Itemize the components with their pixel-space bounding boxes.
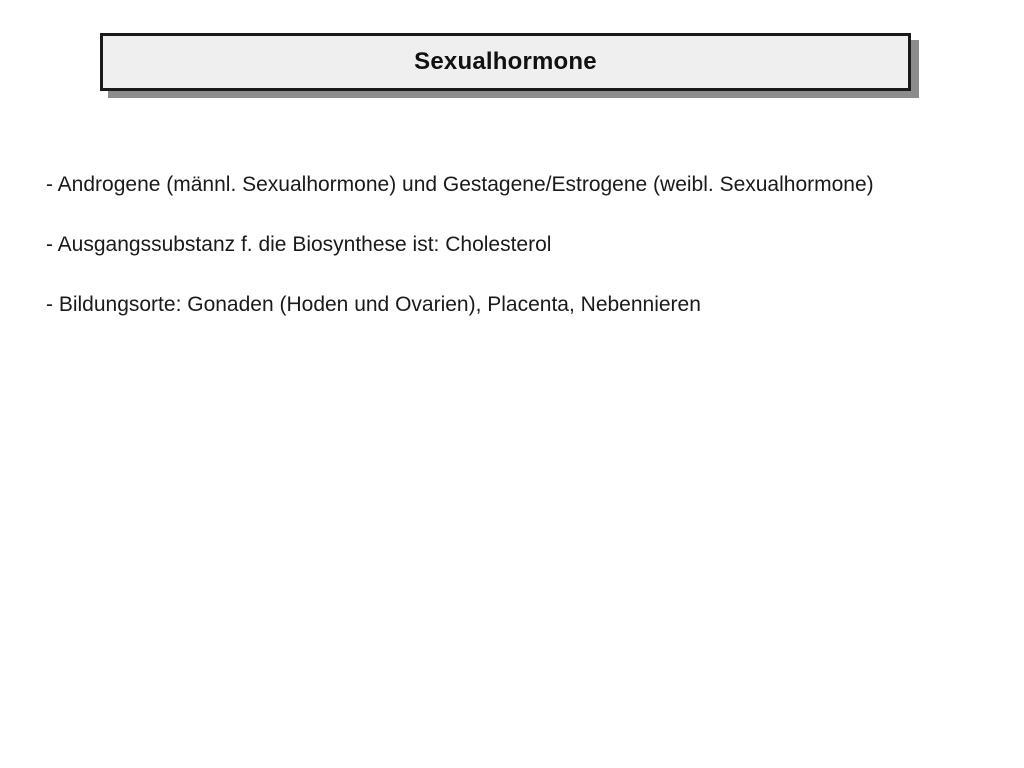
slide-title: Sexualhormone <box>414 48 597 75</box>
bullet-item-production-sites: - Bildungsorte: Gonaden (Hoden und Ovarien), Placenta, Nebennieren <box>46 293 701 316</box>
bullet-item-hormone-types: - Androgene (männl. Sexualhormone) und Gestagene/Estrogene (weibl. Sexualhormone) <box>46 173 874 196</box>
bullet-list <box>46 170 1006 350</box>
bullet-item-source-substance: - Ausgangssubstanz f. die Biosynthese ist: Cholesterol <box>46 233 552 256</box>
title-box <box>100 33 911 91</box>
